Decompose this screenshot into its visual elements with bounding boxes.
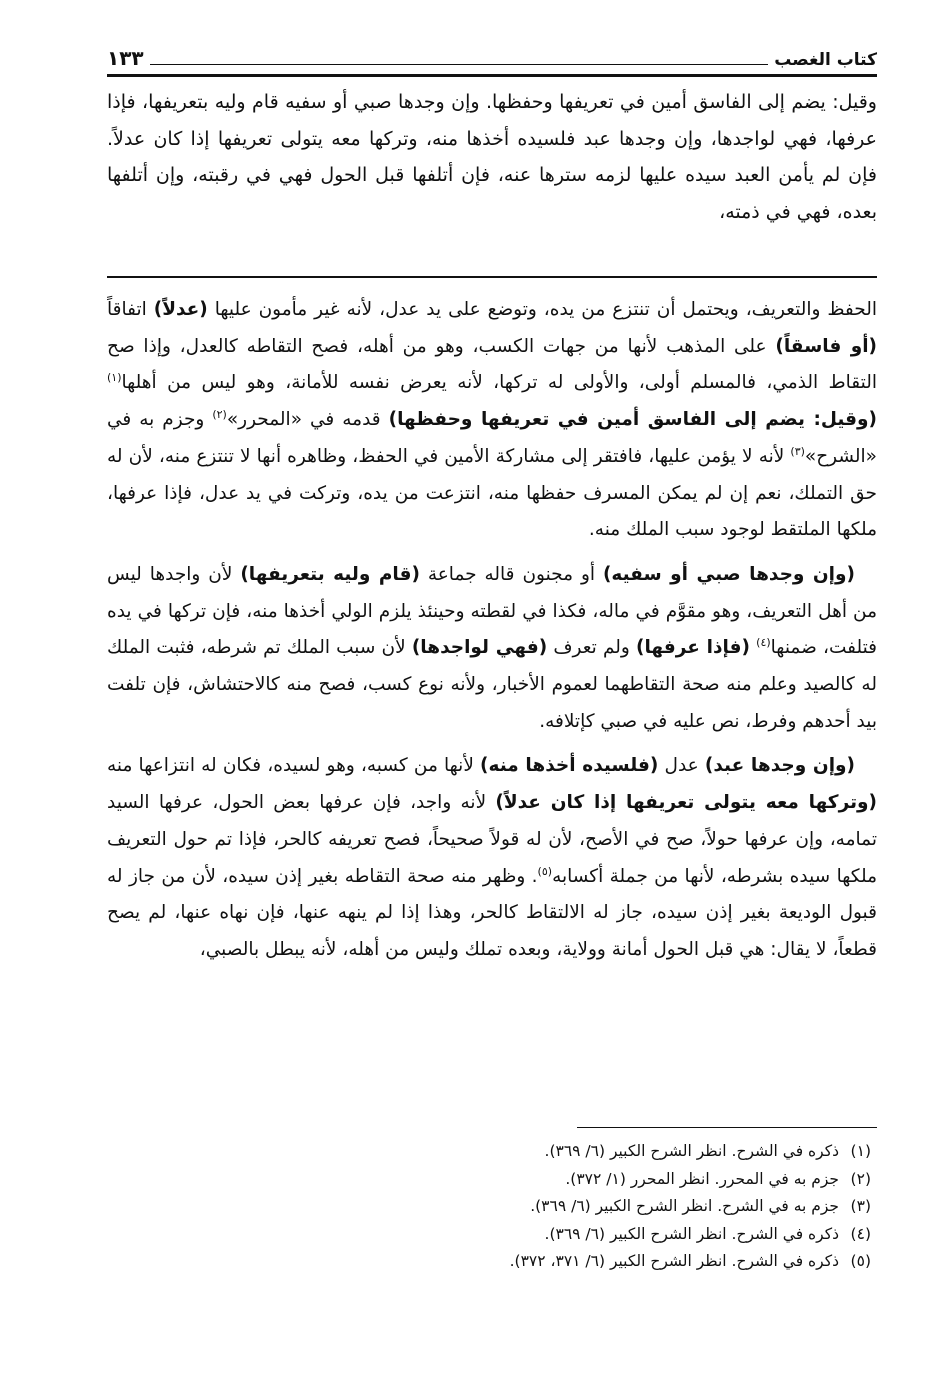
commentary-text: . وظهر منه صحة التقاطه بغير إذن سيده، لأن من جاز له قبول الوديعة بغير إذن سيده، جاز له الالتقاط كالحر، وهذا إذا لم ينهه عنها، فإن نهاه عنها، لم يصح قطعاً، لا يقال: هي قبل الحول أمانة وولاية، وبعده تملك وليس من أهله، لأنه يبطل بالصبي،	[107, 865, 877, 960]
footnote-ref: (٣)	[790, 444, 805, 458]
commentary-text: أو مجنون قاله جماعة	[419, 563, 603, 585]
commentary-text: لأن سبب الملك تم شرطه، فثبت الملك له كالصيد وعلم منه صحة التقاطهما لعموم الأخبار، ولأنه نوع كسب، فصح منه كالاحتشاش، فإن تلفت بيد أحدهم وفرط، نص عليه في صبي كإتلافه.	[107, 637, 877, 732]
footnote-text: ذكره في الشرح. انظر الشرح الكبير (٦/ ٣٦٩).	[544, 1142, 839, 1160]
footnote-divider	[577, 1127, 877, 1128]
footnote-number: (٣)	[850, 1197, 871, 1215]
book-title: كتاب الغصب	[774, 50, 877, 70]
quoted-matn: (فإذا عرفها)	[636, 637, 750, 659]
footnote-text: جزم به في المحرر. انظر المحرر (١/ ٣٧٢).	[565, 1169, 839, 1188]
footnote	[107, 1166, 877, 1194]
page-number: ١٣٣	[107, 46, 144, 70]
quoted-matn: (وقيل: يضم إلى الفاسق أمين في تعريفها وحفظها)	[388, 409, 877, 431]
quoted-matn: (وتركها معه يتولى تعريفها إذا كان عدلاً)	[495, 792, 877, 814]
footnote-number: (٢)	[850, 1169, 871, 1188]
footnote-ref: (٢)	[212, 407, 227, 421]
footnote-text: ذكره في الشرح. انظر الشرح الكبير (٦/ ٣٧١، ٣٧٢).	[509, 1252, 839, 1270]
footnote-ref: (٥)	[537, 864, 553, 878]
footnote-text: جزم به في الشرح. انظر الشرح الكبير (٦/ ٣٦٩).	[530, 1197, 839, 1215]
footnote-number: (٤)	[850, 1224, 871, 1243]
quoted-matn: (فهي لواجدها)	[411, 637, 548, 659]
footnotes	[107, 1138, 877, 1276]
footnote-number: (١)	[850, 1142, 871, 1160]
header-divider	[107, 74, 877, 77]
commentary-paragraph	[107, 748, 877, 968]
quoted-matn: (عدلاً)	[153, 299, 208, 320]
commentary-text: لأن واجدها ليس من أهل التعريف، وهو مقوَّم في ماله، فكذا في لقطته وحينئذ يلزم الولي أخذها منه، فإن تركها في يده فتلفت، ضمنها	[107, 563, 878, 659]
commentary-text: لأنه لا يؤمن عليها، فافتقر إلى مشاركة الأمين في الحفظ، وظاهره أنها لا تنتزع منه، لأن له حق التملك، نعم إن لم يمكن المسرف حفظها منه، انتزعت من يده، وتركت في يد عدل، فإذا عرفها، ملكها الملتقط لوجود سبب الملك منه.	[107, 445, 877, 541]
quoted-matn: (أو فاسقاً)	[775, 335, 877, 357]
footnote-ref: (١)	[107, 371, 122, 385]
commentary-text: لأنه واجد، فإن عرفها بعض الحول، عرفها السيد تمامه، وإن عرفها حولاً، صح في الأصح، لأن له قولاً صحيحاً، فصح تعريفه كالحر، فإذا تم حول التعريف ملكها سيده بشرطه، لأنها من جملة أكسابه	[107, 792, 877, 887]
header-rule	[150, 64, 769, 65]
text-commentary-divider	[107, 276, 877, 278]
footnote	[107, 1193, 877, 1221]
quoted-matn: (قام وليه بتعريفها)	[240, 563, 420, 585]
quoted-matn: (وإن وجدها عبد)	[704, 755, 856, 777]
commentary-text: الحفظ والتعريف، ويحتمل أن تنتزع من يده، وتوضع على يد عدل، لأنه غير مأمون عليها	[207, 299, 877, 320]
quoted-matn: (وإن وجدها صبي أو سفيه)	[602, 563, 855, 585]
commentary-text: وجزم به في «الشرح»	[107, 409, 877, 467]
running-header	[107, 40, 877, 70]
footnote	[107, 1221, 877, 1249]
commentary-text: على المذهب لأنها من جهات الكسب، وهو من أهله، فصح التقاطه كالعدل، وإذا صح التقاط الذمي، فالمسلم أولى، والأولى له تركها، لأنه يعرض نفسه للأمانة، وهو ليس من أهلها	[107, 335, 877, 394]
commentary-text: عدل	[658, 755, 705, 777]
commentary-text: اتفاقاً	[107, 299, 154, 320]
commentary-paragraph	[107, 557, 877, 741]
footnote	[107, 1248, 877, 1276]
commentary-text: قدمه في «المحرر»	[226, 409, 389, 431]
footnote-text: ذكره في الشرح. انظر الشرح الكبير (٦/ ٣٦٩).	[544, 1224, 839, 1243]
quoted-matn: (فلسيده أخذها منه)	[480, 755, 659, 777]
footnote	[107, 1138, 877, 1166]
commentary-text: لأنها من كسبه، وهو لسيده، فكان له انتزاعها منه	[107, 755, 481, 777]
commentary-text: ولم تعرف	[547, 637, 637, 659]
footnote-number: (٥)	[850, 1252, 871, 1270]
commentary	[107, 292, 877, 977]
commentary-paragraph	[107, 292, 877, 549]
main-text: وقيل: يضم إلى الفاسق أمين في تعريفها وحفظها. وإن وجدها صبي أو سفيه قام وليه بتعريفها، فإذا عرفها، فهي لواجدها، وإن وجدها عبد فلسيده أخذها منه، وتركها معه يتولى تعريفها إذا كان عدلاً. فإن لم يأمن العبد سيده عليها لزمه سترها عنه، فإن أتلفها قبل الحول فهي في رقبته، وإن أتلفها بعده، فهي في ذمته،	[107, 91, 877, 223]
footnote-ref: (٤)	[756, 636, 771, 650]
